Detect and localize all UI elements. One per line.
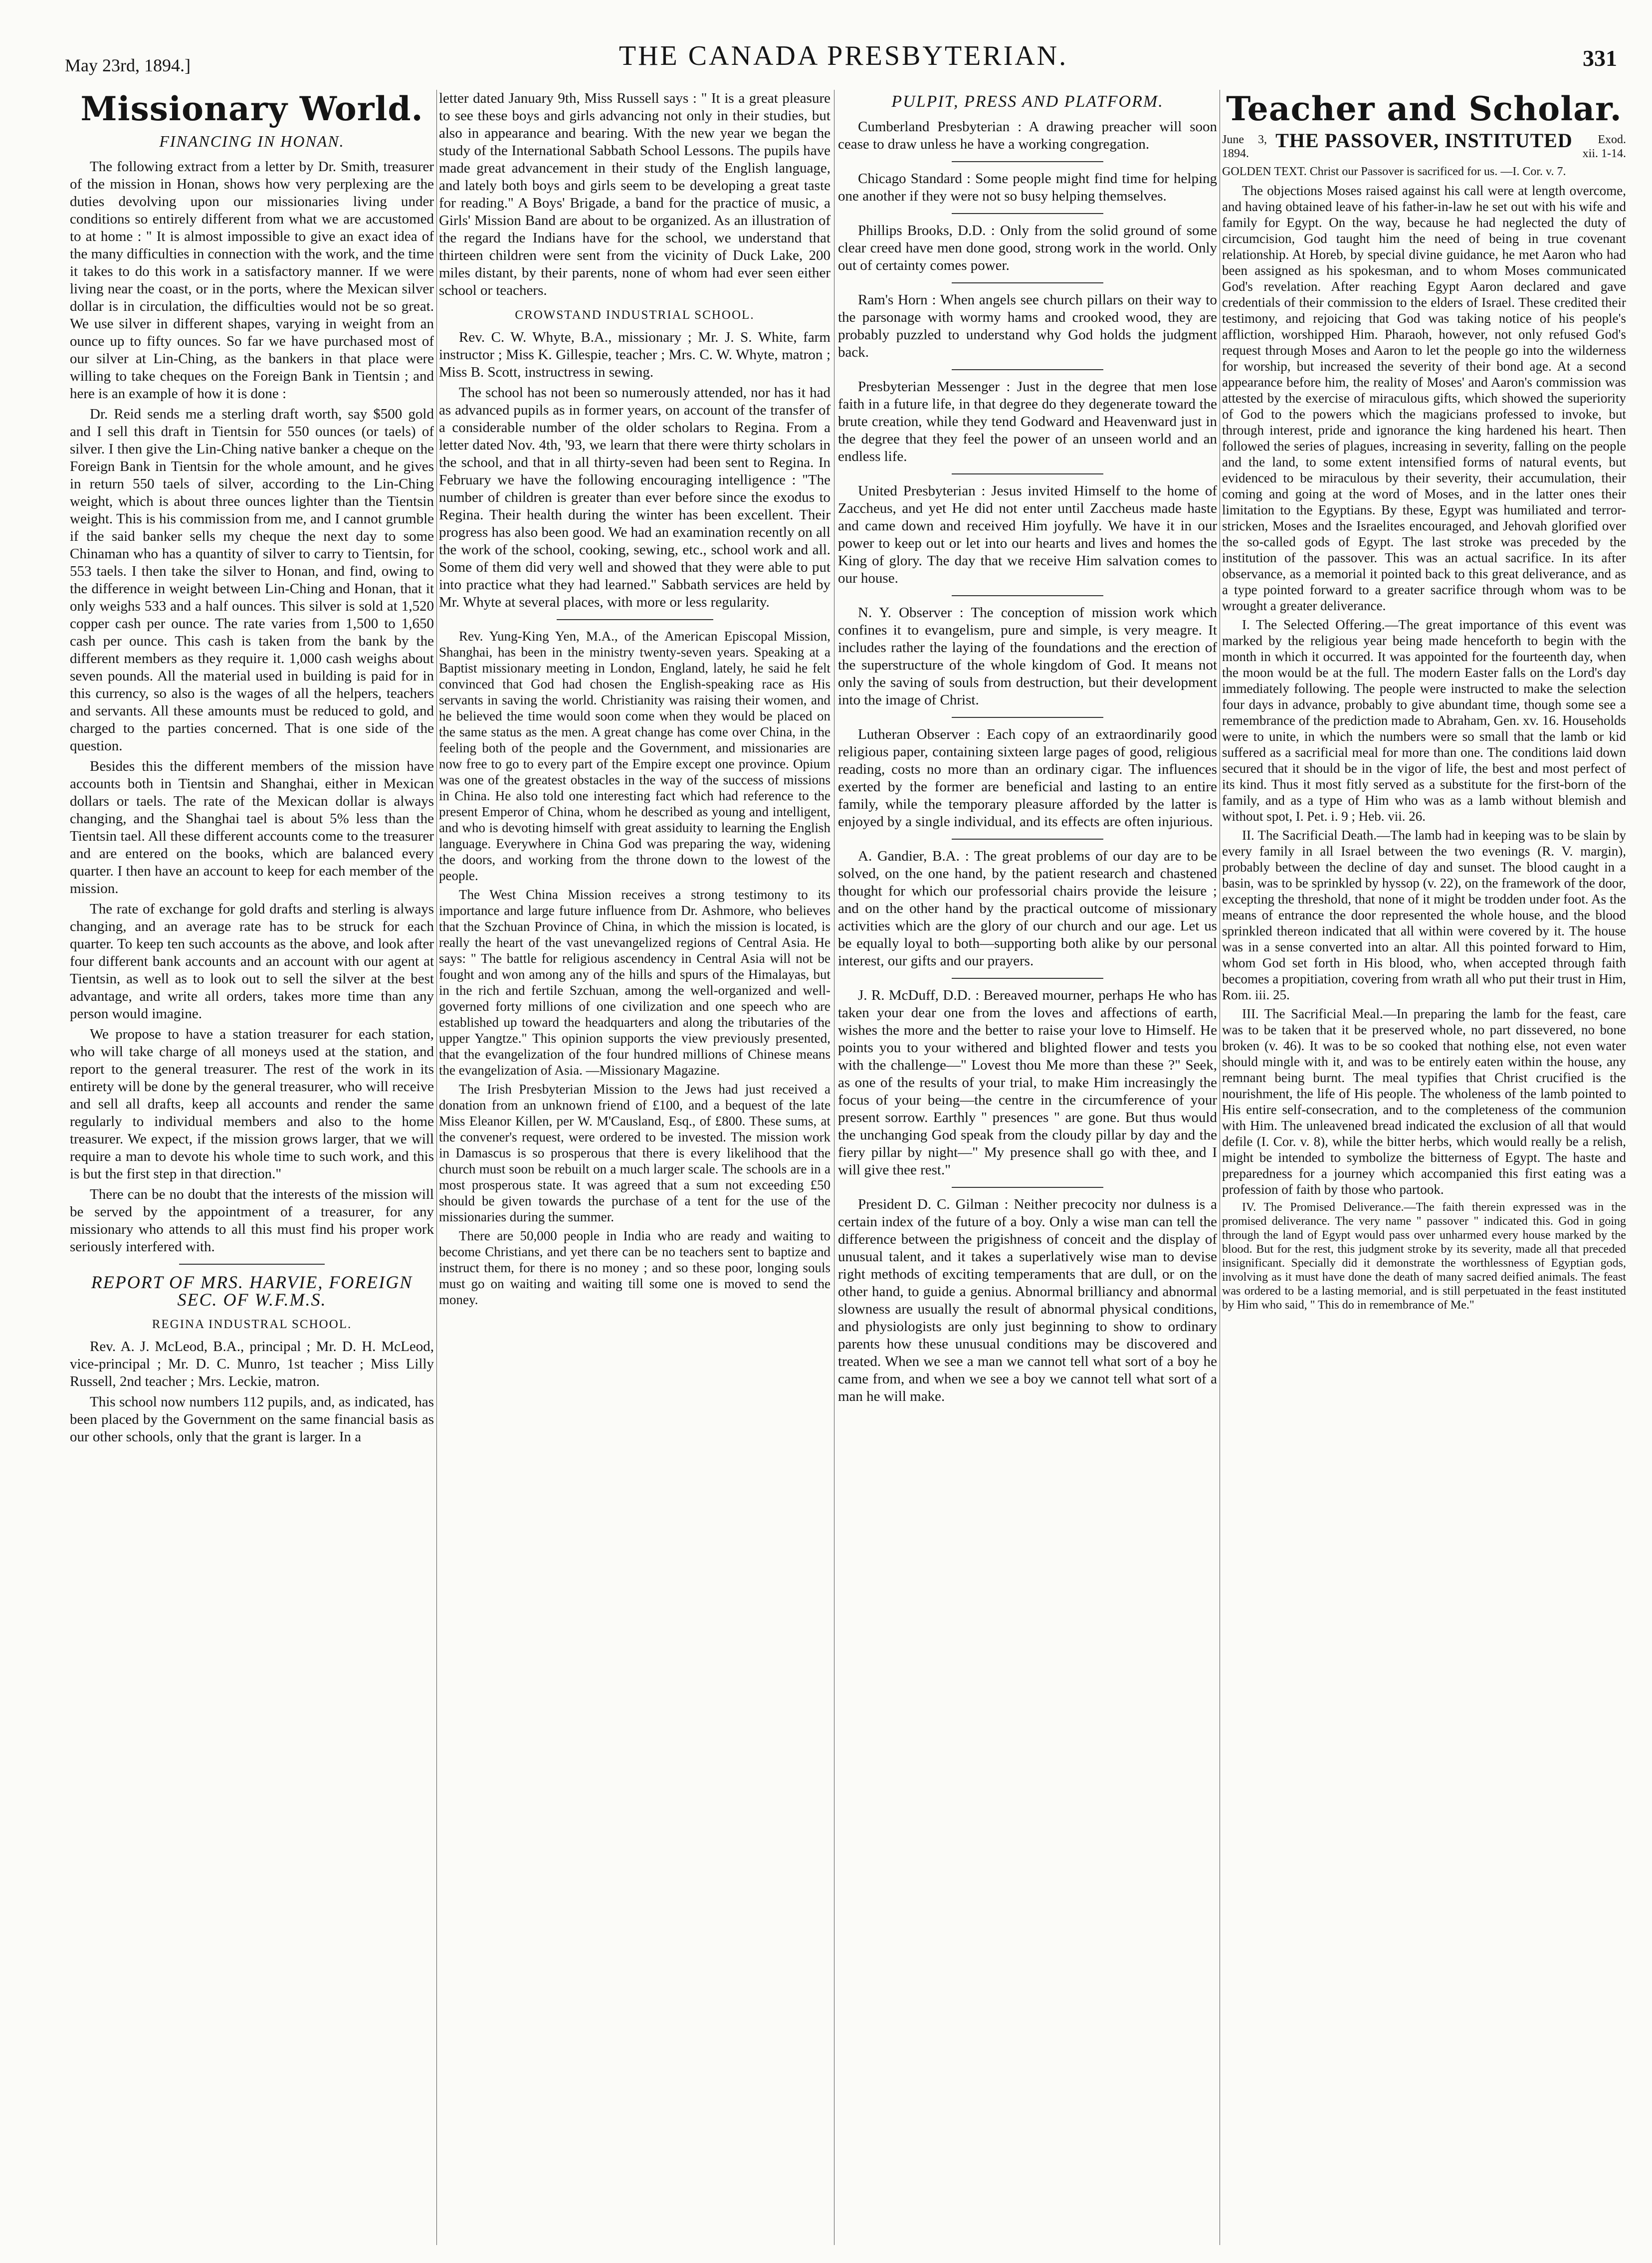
quote-item: J. R. McDuff, D.D. : Bereaved mourner, perhaps He who has taken your dear one from the loves and affections of earth, wishes the more and the better to raise your love to Himself. He points you to your withered and blighted flower and tests you with the challenge—" Lovest thou Me more than these ?" Seek, as one of the results of your trial, to make Him increasingly the focus of your being—the centre in the circumference of your present sorrow. Earthly " presences " are gone. But thus would the unchanging God speak from the cloudy pillar by day and the fiery pillar by night—" My presence shall go with thee, and I will give thee rest." xyxy=(838,987,1217,1178)
paragraph: The West China Mission receives a strong testimony to its importance and large future influence from Dr. Ashmore, who believes that the Szchuan Province of China, in which the mission is located, is really the heart of the vast unevangelized regions of Central Asia. He says: " The battle for religious ascendency in Central Asia will not be fought and won among any of the hills and spurs of the Himalayas, but in the rich and fertile Szchuan, among the well-organized and well-governed forty millions of one civilization and one speech who are established up toward the headquarters and along the tributaries of the upper Yangtze." This opinion supports the view previously presented, that the evangelization of the four hundred millions of Chinese means the evangelization of Asia. —Missionary Magazine. xyxy=(439,887,830,1078)
paragraph: There are 50,000 people in India who are ready and waiting to become Christians, and yet there can be no teachers sent to baptize and instruct them, for there is no money ; and so these poor, longing souls must go on waiting and waiting till some one is moved to send the money. xyxy=(439,1228,830,1307)
article-title: FINANCING IN HONAN. xyxy=(159,132,345,150)
subheading: CROWSTAND INDUSTRIAL SCHOOL. xyxy=(515,308,755,322)
divider xyxy=(952,1187,1103,1188)
golden-text: GOLDEN TEXT. Christ our Passover is sacrificed for us. —I. Cor. v. 7. xyxy=(1222,165,1566,178)
paragraph: Rev. Yung-King Yen, M.A., of the American Episcopal Mission, Shanghai, has been in the ministry twenty-seven years. Speaking at a Baptist missionary meeting in London, England, lately, he said he felt convinced that God had chosen the English-speaking race as His servants in saving the world. Christianity was raising their women, and he believed the time would soon come when they would be placed on the same status as the men. A great change has come over China, in the feeling both of the people and the Government, and missionaries are now free to go to every part of the Empire except one province. Opium was one of the greatest obstacles in the way of the success of missions in China. He also told one interesting fact which had reference to the present Emperor of China, whom he described as young and intelligent, and who is devoting himself with great assiduity to learning the English language. Everywhere in China God was preparing the way, widening the doors, and working from the throne down to the lowest of the people. xyxy=(439,629,830,883)
divider xyxy=(952,473,1103,474)
column-rule xyxy=(436,90,437,2245)
paragraph: Rev. A. J. McLeod, B.A., principal ; Mr. D. H. McLeod, vice-principal ; Mr. D. C. Munro, 1st teacher ; Miss Lilly Russell, 2nd teacher ; Mrs. Leckie, matron. xyxy=(70,1339,434,1389)
divider xyxy=(952,369,1103,370)
divider xyxy=(952,161,1103,162)
divider xyxy=(557,619,713,620)
divider xyxy=(952,282,1103,283)
quote-item: Phillips Brooks, D.D. : Only from the solid ground of some clear creed have men done good, strong work in the world. Only out of certainty comes power. xyxy=(838,223,1217,273)
lesson-date: June 3, 1894. xyxy=(1222,133,1267,160)
issue-date: May 23rd, 1894.] xyxy=(65,55,191,75)
article-title: REPORT OF MRS. HARVIE, FOREIGN SEC. OF W.F.M.S. xyxy=(91,1272,413,1310)
divider xyxy=(179,1264,325,1265)
paragraph: I. The Selected Offering.—The great importance of this event was marked by the religious year being made henceforth to begin with the month in which it occurred. It was appointed for the fourteenth day, when the moon would be at the full. The modern Easter falls on the Lord's day immediately following. The people were instructed to make the selection four days in advance, probably to give abundant time, though some see a remembrance of the prediction made to Abraham, Gen. xv. 16. Households were to unite, in which the numbers were so small that the lamb or kid suffered as a sacrificial meal for more than one. The conditions laid down secured that it should be in the vigor of life, the best and most perfect of its kind. Thus it most fitly served as a substitute for the first-born of the family, and as a type of Him who was as a lamb without blemish and without spot, I. Pet. i. 9 ; Heb. vii. 26. xyxy=(1222,617,1626,824)
quote-item: N. Y. Observer : The conception of mission work which confines it to evangelism, pure and simple, is very meagre. It includes rather the laying of the foundations and the erection of the superstructure of the whole kingdom of God. It means not only the saving of souls from destruction, but their development into the image of Christ. xyxy=(838,605,1217,708)
quote-item: Cumberland Presbyterian : A drawing preacher will soon cease to draw unless he have a working congregation. xyxy=(838,119,1217,152)
column-1 xyxy=(70,90,434,2250)
divider xyxy=(952,839,1103,840)
paragraph: The Irish Presbyterian Mission to the Jews had just received a donation from an unknown friend of £100, and a bequest of the late Miss Eleanor Killen, per W. M'Causland, Esq., of £800. These sums, at the convener's request, were ordered to be invested. The mission work in Damascus is so prosperous that there is every likelihood that the church must soon be rebuilt on a much larger scale. The schools are in a most prosperous state. It was agreed that a sum not exceeding £50 should be given towards the purchase of a tent for the use of the missionaries during the summer. xyxy=(439,1082,830,1224)
paragraph: The school has not been so numerously attended, nor has it had as advanced pupils as in former years, on account of the transfer of a considerable number of the older scholars to Regina. From a letter dated Nov. 4th, '93, we learn that there were thirty scholars in the school, and that in all thirty-seven had been sent to Regina. In February we have the following encouraging intelligence : "The number of children is greater than ever before since the exodus to Regina. Their health during the winter has been excellent. Their progress has also been good. We had an examination recently on all the work of the school, cooking, sewing, etc., school work and all. Some of them did very well and showed that they were able to put into practice what they had learned." Sabbath services are held by Mr. Whyte at several places, with more or less regularity. xyxy=(439,385,830,610)
quote-item: President D. C. Gilman : Neither precocity nor dulness is a certain index of the future of a boy. Only a wise man can tell the difference between the prigishness of conceit and the display of unusual talent, and it takes a superlatively wise man to devise right methods of exciting temperaments that are dull, or on the other hand, to guide a genius. Abnormal brilliancy and abnormal slowness are usually the result of abnormal physical conditions, and physiologists are only just beginning to show to ordinary parents how these unusual conditions may be discovered and treated. When we see a man we cannot tell what sort of a boy he came from, and when we see a boy we cannot tell what sort of a man he will make. xyxy=(838,1196,1217,1404)
quote-item: Lutheran Observer : Each copy of an extraordinarily good religious paper, containing sixteen large pages of good, religious reading, costs no more than an ordinary cigar. The influences exerted by the former are beneficial and lasting to an entire family, while the temporary pleasure afforded by the latter is enjoyed by a single individual, and its effects are often injurious. xyxy=(838,726,1217,830)
quote-item: A. Gandier, B.A. : The great problems of our day are to be solved, on the one hand, by the patient research and chastened thought for which our professorial chairs provide the leisure ; and on the other hand by the practical outcome of missionary activities which are the glory of our church and our age. Let us be equally loyal to both—supporting both alike by our personal interest, our gifts and our prayers. xyxy=(838,848,1217,969)
divider xyxy=(952,213,1103,214)
paragraph: Dr. Reid sends me a sterling draft worth, say $500 gold and I sell this draft in Tientsin for 550 ounces (or taels) of silver. I then give the Lin-Ching native banker a cheque on the Foreign Bank in Tientsin for the whole amount, and he gives in return 550 taels of silver, according to the Lin-Ching weight, which is about three ounces lighter than the Tientsin weight. This is his commission from me, and I cannot grumble if the said banker sells my cheque the next day to some Chinaman who has a quantity of silver to carry to Tientsin, for 553 taels. I then take the silver to Honan, and find, owing to the difference in weight between Lin-Ching and Honan, that it only weighs 533 and a half ounces. This silver is sold at 1,520 copper cash per ounce. The rate varies from 1,500 to 1,650 cash per ounce. This cash is taken from the bank by the different members as they require it. 1,000 cash weighs about seven pounds. All the material used in building is paid for in this currency, so also is the wages of all the helpers, teachers and servants. All these amounts must be reduced to gold, and charged to the parties concerned. That is one side of the question. xyxy=(70,406,434,754)
paragraph: IV. The Promised Deliverance.—The faith therein expressed was in the promised deliverance. The very name " passover " indicated this. God in going through the land of Egypt would pass over unharmed every house marked by the blood. But for the rest, this judgment stroke by its severity, made all that preceded insignificant. Specially did it demonstrate the worthlessness of Egyptian gods, involving as it must have done the death of many sacred deified animals. The feast was ordered to be a lasting memorial, and is still perpetuated in the feast instituted by Him who said, " This do in remembrance of Me." xyxy=(1222,1201,1626,1312)
divider xyxy=(952,595,1103,596)
column-2 xyxy=(439,90,830,2250)
divider xyxy=(952,717,1103,718)
page-number: 331 xyxy=(1583,45,1617,71)
divider xyxy=(952,978,1103,979)
paragraph: Besides this the different members of the mission have accounts both in Tientsin and Shanghai, either in Mexican dollars or taels. The rate of the Mexican dollar is always changing, and the Shanghai tael is about 5% less than the Tientsin tael. All these different accounts come to the treasurer and are entered on the books, which are balanced every quarter. I then have an account to keep for each member of the mission. xyxy=(70,758,434,897)
publication-title: THE CANADA PRESBYTERIAN. xyxy=(619,40,1068,71)
section-title: Missionary World. xyxy=(80,90,423,128)
paragraph: There can be no doubt that the interests of the mission will be served by the appointment of a treasurer, for any missionary who attends to all this must find his proper work seriously interfered with. xyxy=(70,1186,434,1255)
paragraph: The following extract from a letter by Dr. Smith, treasurer of the mission in Honan, shows how very perplexing are the duties devolving upon our missionaries living under conditions so entirely different from what we are accustomed to at home : " It is almost impossible to give an exact idea of the many difficulties in connection with the work, and the time it takes to do this work in a satisfactory manner. If we were living near the coast, or in the ports, where the Mexican silver dollar is in circulation, the difficulties would not be so great. We use silver in different shapes, varying in weight from an ounce up to fifty ounces. So far we have purchased most of our silver at Lin-Ching, as the bankers in that place were willing to take cheques on the Foreign Bank in Tientsin ; and here is an example of how it is done : xyxy=(70,159,434,402)
lesson-heading xyxy=(1222,129,1626,161)
paragraph: letter dated January 9th, Miss Russell says : " It is a great pleasure to see these boys and girls advancing not only in their studies, but also in appearance and bearing. With the new year we began the study of the International Sabbath School Lessons. The pupils have made great advancement in their study of the English language, and lately both boys and girls seem to be developing a great taste for reading." A Boys' Brigade, a band for the practice of music, a Girls' Mission Band are about to be organized. As an illustration of the regard the Indians have for the school, we understand that thirteen children were sent from the vicinity of Duck Lake, 200 miles distant, by their parents, none of whom had ever seen either school or teachers. xyxy=(439,90,830,298)
paragraph: The objections Moses raised against his call were at length overcome, and having obtained leave of his father-in-law he set out with his wife and family for Egypt. On the way, because he had neglected the duty of circumcision, God taught him the need of being in true covenant relationship. At Horeb, by special divine guidance, he met Aaron who had been assigned as his spokesman, and to whom Moses communicated God's revelation. After reaching Egypt Aaron declared and gave credentials of their commission to the elders of Israel. These credited their testimony, and rejoicing that God was taking notice of his people's affliction, worshipped Him. Pharaoh, however, not only refused God's request through Moses and Aaron to let the people go into the wilderness for worship, but increased the severity of their bond age. At a second appearance before him, the reality of Moses' and Aaron's commission was attested by the exercise of miraculous gifts, which showed the superiority of God to the powers which the magicians professed to invoke, but through interest, pride and ignorance the king hardened his heart. Then followed the series of plagues, increasing in severity, falling on the people and the land, to some extent intensified forms of natural events, but evidenced to be miraculous by their severity, their accumulation, their coming and going at the word of Moses, and in the latter ones their limitation to the Egyptians. By these, Egypt was humiliated and terror-stricken, Moses and the Israelites encouraged, and Jehovah glorified over the so-called gods of Egypt. The last stroke was preceded by the institution of the passover. This was an actual sacrifice. In its after observance, as a memorial it pointed back to this great deliverance, and as a type pointed forward to a greater sacrifice through whom was to be wrought a greater deliverance. xyxy=(1222,183,1626,613)
quote-item: Ram's Horn : When angels see church pillars on their way to the parsonage with wormy hams and crooked wood, they are probably puzzled to understand why God holds the judgment back. xyxy=(838,292,1217,360)
column-3 xyxy=(838,90,1217,2250)
paragraph: We propose to have a station treasurer for each station, who will take charge of all moneys used at the station, and report to the general treasurer. The rest of the work in its entirety will be done by the general treasurer, who will receive and sell all drafts, keep all accounts and render the same regularly to individual members and also to the home treasurer. We expect, if the mission grows larger, that we will require a man to devote his whole time to such work, and this is but the first step in that direction." xyxy=(70,1026,434,1182)
lesson-title: THE PASSOVER, INSTITUTED xyxy=(1275,129,1573,152)
column-4 xyxy=(1222,90,1626,2250)
paragraph: III. The Sacrificial Meal.—In preparing the lamb for the feast, care was to be taken that it be preserved whole, no part dissevered, no bone broken (v. 46). It was to be so cooked that nothing else, not even water should mingle with it, and was to be entirely eaten within the house, any remnant being burnt. The meal typifies that Christ crucified is the nourishment, the life of His people. The wholeness of the lamb pointed to His entire self-consecration, and to the completeness of the communion with Him. The unleavened bread indicated the exclusion of all that would defile (I. Cor. v. 8), while the bitter herbs, which would really be a relish, might be intended to symbolize the bitterness of Egypt. The haste and preparedness for a journey which accompanied this first eating was a profession of faith by those who partook. xyxy=(1222,1006,1626,1197)
quote-item: Presbyterian Messenger : Just in the degree that men lose faith in a future life, in that degree do they degenerate toward the brute creation, while they tend Godward and Heavenward just in the degree that they feel the power of an unseen world and an endless life. xyxy=(838,379,1217,464)
paragraph: This school now numbers 112 pupils, and, as indicated, has been placed by the Government on the same financial basis as our other schools, only that the grant is larger. In a xyxy=(70,1394,434,1445)
page-header xyxy=(65,40,1622,75)
quote-item: Chicago Standard : Some people might find time for helping one another if they were not so busy helping themselves. xyxy=(838,171,1217,204)
quote-item: United Presbyterian : Jesus invited Himself to the home of Zaccheus, and yet He did not enter until Zaccheus made haste and came down and received Him joyfully. We have it in our power to keep out or let into our hearts and lives and homes the King of glory. The day that we receive Him salvation comes to our house. xyxy=(838,483,1217,586)
section-title: PULPIT, PRESS AND PLATFORM. xyxy=(891,92,1164,111)
section-title: Teacher and Scholar. xyxy=(1226,90,1622,128)
paragraph: Rev. C. W. Whyte, B.A., missionary ; Mr. J. S. White, farm instructor ; Miss K. Gillespie, teacher ; Mrs. C. W. Whyte, matron ; Miss B. Scott, instructress in sewing. xyxy=(439,329,830,380)
paragraph: II. The Sacrificial Death.—The lamb had in keeping was to be slain by every family in all Israel between the two evenings (R. V. margin), probably between the decline of day and sunset. The blood caught in a basin, was to be sprinkled by hyssop (v. 22), on the framework of the door, excepting the threshold, that none of it might be trodden under foot. As the means of entrance the door represented the whole house, and the blood sprinkled thereon indicated that all within were covered by it. The house was in a sense converted into an altar. All this pointed forward to Him, whom God set forth in His blood, who, when accepted through faith becomes a propitiation, covering from wrath all who put their trust in Him, Rom. iii. 25. xyxy=(1222,828,1626,1002)
subheading: REGINA INDUSTRAL SCHOOL. xyxy=(152,1318,352,1331)
lesson-reference: Exod. xii. 1-14. xyxy=(1582,133,1626,160)
paragraph: The rate of exchange for gold drafts and sterling is always changing, and an average rate has to be struck for each quarter. To keep ten such accounts as the above, and look after four different bank accounts and an account with our agent at Tientsin, as well as to look out to sell the silver at the best advantage, and write all orders, takes more time than any person would imagine. xyxy=(70,901,434,1022)
